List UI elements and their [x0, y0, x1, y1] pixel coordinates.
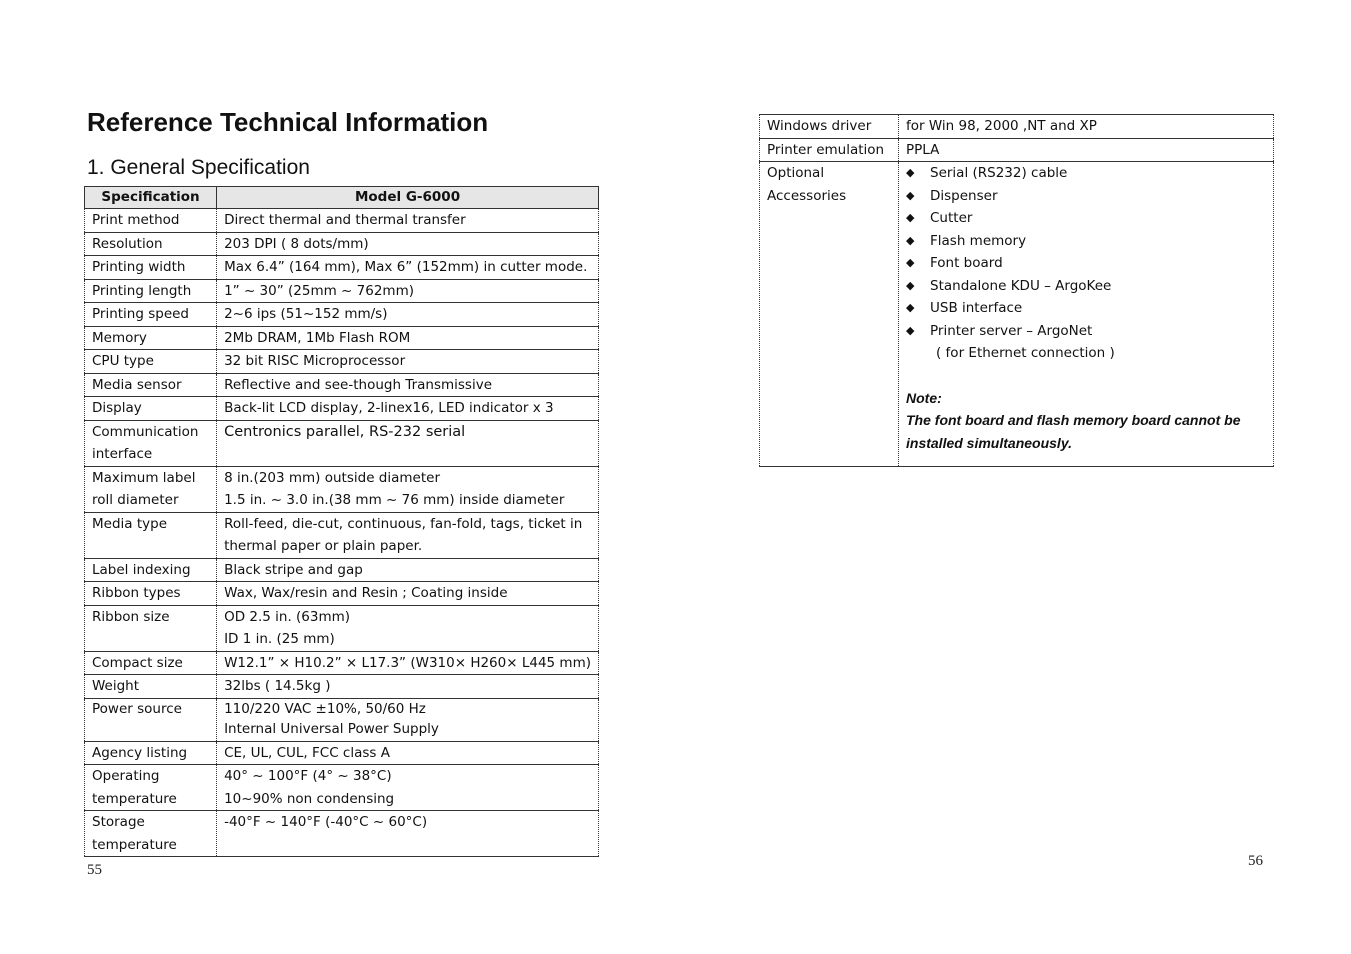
spec-value-line: 32lbs ( 14.5kg ): [224, 678, 331, 694]
diamond-bullet-icon: ◆: [906, 256, 915, 269]
table-row: [85, 256, 599, 280]
table-row: [85, 279, 599, 303]
spec-label: Windows driver: [760, 115, 899, 139]
spec-value-line: Internal Universal Power Supply: [224, 720, 439, 737]
spec-label-line: Power source: [92, 700, 182, 717]
page-title: Reference Technical Information: [87, 107, 489, 137]
spec-value: [217, 209, 599, 233]
spec-label-line: Ribbon types: [92, 585, 181, 601]
spec-label: [85, 420, 217, 466]
diamond-bullet-icon: ◆: [906, 301, 915, 314]
spec-label-line: Storage: [92, 814, 145, 830]
spec-label-line: Printing length: [92, 282, 192, 299]
spec-value: for Win 98, 2000 ,NT and XP: [899, 115, 1274, 139]
spec-value-line: 8 in.(203 mm) outside diameter: [224, 469, 440, 486]
accessories-list: [906, 162, 1266, 342]
list-item: [906, 230, 1266, 253]
note-line: installed simultaneously.: [906, 434, 1072, 451]
table-row: [85, 420, 599, 466]
spec-label: [85, 279, 217, 303]
spec-label: [85, 558, 217, 582]
spec-label-line: Compact size: [92, 654, 183, 671]
table-row: [85, 558, 599, 582]
table-row: [85, 350, 599, 374]
spec-value-line: W12.1” × H10.2” × L17.3” (W310× H260× L445 mm): [224, 654, 591, 671]
spec-value: [217, 466, 599, 512]
spec-value-line: Roll-feed, die-cut, continuous, fan-fold, tags, ticket in: [224, 515, 583, 532]
spec-label-line: Communication: [92, 423, 199, 440]
spec-value-line: 32 bit RISC Microprocessor: [224, 353, 406, 369]
spec-value: [217, 698, 599, 741]
list-item: [906, 275, 1266, 298]
spec-value-line: 110/220 VAC ±10%, 50/60 Hz: [224, 700, 426, 717]
spec-label: [85, 303, 217, 327]
page-number-left: 55: [87, 862, 102, 878]
table-row: [85, 512, 599, 558]
spec-label: [85, 605, 217, 651]
spec-label: [85, 741, 217, 765]
spec-value: [217, 420, 599, 466]
table-row: [85, 651, 599, 675]
table-row: [85, 698, 599, 741]
spec-label: Printer emulation: [760, 138, 899, 162]
spec-value: [217, 558, 599, 582]
spec-value-line: 2Mb DRAM, 1Mb Flash ROM: [224, 329, 411, 346]
header-model: Model G-6000: [217, 187, 599, 209]
diamond-bullet-icon: ◆: [906, 166, 915, 179]
spec-label: [85, 811, 217, 857]
table-row: [85, 232, 599, 256]
spec-value: [217, 397, 599, 421]
table-row: [760, 138, 1274, 162]
spec-label-line: temperature: [92, 790, 177, 807]
table-row: [85, 582, 599, 606]
note-line: The font board and flash memory board cannot be: [906, 412, 1241, 428]
list-item: [906, 252, 1266, 275]
spec-label-line: roll diameter: [92, 492, 179, 508]
list-item: [906, 162, 1266, 185]
accessory-label: Dispenser: [930, 187, 998, 204]
spec-label-line: Agency listing: [92, 744, 188, 761]
table-row: [85, 675, 599, 699]
spec-value: [217, 765, 599, 811]
spec-label-line: Label indexing: [92, 561, 191, 578]
spec-value-line: 10~90% non condensing: [224, 790, 395, 807]
diamond-bullet-icon: ◆: [906, 323, 915, 337]
spec-value-line: 203 DPI ( 8 dots/mm): [224, 235, 369, 252]
accessory-label: Printer server – ArgoNet: [930, 322, 1093, 339]
spec-label: [85, 651, 217, 675]
spec-label: [85, 209, 217, 233]
spec-value-line: Black stripe and gap: [224, 561, 363, 578]
spec-value: [217, 605, 599, 651]
spec-label-line: CPU type: [92, 353, 154, 369]
accessories-label-line: Accessories: [767, 187, 847, 204]
spec-value-line: 2~6 ips (51~152 mm/s): [224, 306, 388, 322]
spec-value: [217, 811, 599, 857]
additional-specification-table: [759, 114, 1274, 467]
spec-value: [217, 279, 599, 303]
header-specification: Specification: [85, 187, 217, 209]
spec-value-line: -40°F ~ 140°F (-40°C ~ 60°C): [224, 814, 428, 830]
spec-label-line: Printing speed: [92, 306, 190, 322]
table-row: [85, 303, 599, 327]
spec-label-line: Ribbon size: [92, 608, 170, 625]
spec-label-line: Memory: [92, 329, 147, 346]
spec-value-line: 1” ~ 30” (25mm ~ 762mm): [224, 282, 414, 299]
spec-label: [85, 326, 217, 350]
list-item: [906, 185, 1266, 208]
table-row: [85, 741, 599, 765]
diamond-bullet-icon: ◆: [906, 278, 915, 292]
spec-label: [85, 350, 217, 374]
diamond-bullet-icon: ◆: [906, 233, 915, 247]
accessory-label: USB interface: [930, 300, 1023, 316]
spec-label: [85, 373, 217, 397]
spec-value: [217, 256, 599, 280]
spec-value-line: Back-lit LCD display, 2-linex16, LED indicator x 3: [224, 400, 554, 416]
diamond-bullet-icon: ◆: [906, 211, 915, 224]
spec-value: [217, 512, 599, 558]
spec-label-line: Operating: [92, 768, 160, 784]
spec-table-body: [85, 209, 599, 857]
spec-value-line: Wax, Wax/resin and Resin ; Coating inside: [224, 585, 508, 601]
spec-label-line: Resolution: [92, 235, 163, 252]
accessories-label-line: Optional: [767, 165, 825, 181]
spec-label-line: interface: [92, 446, 153, 462]
accessories-label: [760, 162, 899, 467]
accessory-label: Standalone KDU – ArgoKee: [930, 277, 1112, 294]
list-item: [906, 320, 1266, 343]
spec-label-line: Media type: [92, 515, 167, 532]
spec-label-line: Weight: [92, 678, 140, 694]
table-row: [85, 765, 599, 811]
note-title: Note:: [906, 389, 942, 406]
list-item: [906, 297, 1266, 320]
spec-value: [217, 651, 599, 675]
table-row: [85, 811, 599, 857]
spec-label: [85, 698, 217, 741]
spec-value: [217, 350, 599, 374]
accessories-row: [760, 162, 1274, 467]
spec-label: [85, 765, 217, 811]
section-heading: 1. General Specification: [87, 156, 310, 179]
spec-value: [217, 741, 599, 765]
spec-value-line: OD 2.5 in. (63mm): [224, 608, 351, 625]
spec-value: [217, 582, 599, 606]
accessory-label: Serial (RS232) cable: [930, 165, 1068, 181]
spec-value-line: Max 6.4” (164 mm), Max 6” (152mm) in cutter mode.: [224, 259, 588, 275]
spec-value-line: 40° ~ 100°F (4° ~ 38°C): [224, 768, 392, 784]
spec-label: [85, 256, 217, 280]
spec-label: [85, 466, 217, 512]
accessory-label: Font board: [930, 255, 1003, 271]
spec-label-line: Display: [92, 400, 142, 416]
spec-value: [217, 675, 599, 699]
spec-label: [85, 232, 217, 256]
spec-table-header: [85, 187, 599, 209]
table-row: [85, 373, 599, 397]
spec-value: [217, 326, 599, 350]
spec-label: [85, 397, 217, 421]
spec-value: [217, 303, 599, 327]
general-specification-table: [84, 186, 599, 857]
spec-value: [217, 373, 599, 397]
table-row: [85, 209, 599, 233]
diamond-bullet-icon: ◆: [906, 188, 915, 202]
list-item: [906, 207, 1266, 230]
accessory-label: Flash memory: [930, 232, 1027, 249]
note-text: [906, 409, 1266, 454]
spec-label: [85, 675, 217, 699]
accessories-value: [899, 162, 1274, 467]
spec-value-line: Reflective and see-though Transmissive: [224, 376, 492, 393]
spec-label-line: Maximum label: [92, 469, 196, 486]
table-row: [85, 466, 599, 512]
accessory-note-ethernet: ( for Ethernet connection ): [936, 345, 1115, 361]
spec-value-line: thermal paper or plain paper.: [224, 538, 423, 554]
spec-value: PPLA: [899, 138, 1274, 162]
spec-value-line: ID 1 in. (25 mm): [224, 631, 335, 647]
accessory-label: Cutter: [930, 210, 973, 226]
table-row: [85, 397, 599, 421]
spec-label: [85, 512, 217, 558]
spec-value: [217, 232, 599, 256]
table-row: [85, 326, 599, 350]
spec-value-line: Centronics parallel, RS-232 serial: [224, 423, 466, 440]
spec-label-line: temperature: [92, 836, 177, 853]
page-number-right: 56: [1248, 853, 1263, 869]
spec-value-line: Direct thermal and thermal transfer: [224, 212, 466, 228]
spec-value-line: 1.5 in. ~ 3.0 in.(38 mm ~ 76 mm) inside diameter: [224, 492, 565, 508]
table-row: [760, 115, 1274, 139]
spec-label: [85, 582, 217, 606]
spec-label-line: Print method: [92, 212, 180, 228]
spec-label-line: Media sensor: [92, 376, 182, 393]
table-row: [85, 605, 599, 651]
spec-label-line: Printing width: [92, 259, 186, 275]
spec-value-line: CE, UL, CUL, FCC class A: [224, 744, 390, 761]
